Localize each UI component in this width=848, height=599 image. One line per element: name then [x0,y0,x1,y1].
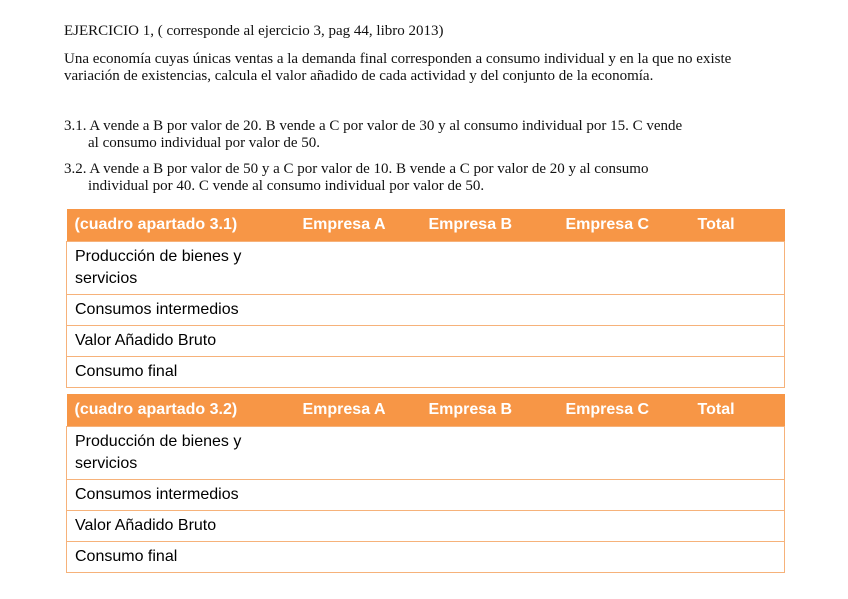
header-caption: (cuadro apartado 3.1) [67,209,295,242]
row-label: Producción de bienes y servicios [67,427,295,480]
header-empresa-c: Empresa C [558,209,690,242]
cell-empresa-c[interactable] [558,326,690,357]
cell-empresa-c[interactable] [558,357,690,388]
table-row [67,295,785,326]
table-row [67,242,785,295]
item-line: 3.2. A vende a B por valor de 50 y a C por valor de 10. B vende a C por valor de 20 y al consumo [64,161,649,177]
table-header-row [67,394,785,427]
cell-empresa-a[interactable] [295,357,421,388]
exercise-item-3-1 [64,118,779,152]
cell-empresa-c[interactable] [558,480,690,511]
cell-total[interactable] [690,295,785,326]
cell-empresa-c[interactable] [558,542,690,573]
cell-empresa-b[interactable] [421,326,558,357]
cell-empresa-a[interactable] [295,242,421,295]
cell-empresa-a[interactable] [295,295,421,326]
row-label: Consumos intermedios [67,480,295,511]
cell-empresa-b[interactable] [421,511,558,542]
item-line: individual por 40. C vende al consumo individual por valor de 50. [88,178,485,194]
cell-empresa-b[interactable] [421,295,558,326]
row-label: Consumos intermedios [67,295,295,326]
row-label: Valor Añadido Bruto [67,511,295,542]
cell-total[interactable] [690,542,785,573]
cell-total[interactable] [690,357,785,388]
cell-empresa-b[interactable] [421,242,558,295]
table-row [67,480,785,511]
cell-total[interactable] [690,326,785,357]
cell-empresa-b[interactable] [421,357,558,388]
cell-empresa-c[interactable] [558,427,690,480]
cell-empresa-a[interactable] [295,427,421,480]
header-total: Total [690,394,785,427]
cell-empresa-c[interactable] [558,511,690,542]
header-empresa-a: Empresa A [295,394,421,427]
cell-total[interactable] [690,480,785,511]
item-line: 3.1. A vende a B por valor de 20. B vende a C por valor de 30 y al consumo individual por 15. C vende [64,118,683,134]
cell-empresa-a[interactable] [295,542,421,573]
table-row [67,326,785,357]
header-total: Total [690,209,785,242]
cell-empresa-b[interactable] [421,427,558,480]
table-row [67,542,785,573]
cell-empresa-b[interactable] [421,542,558,573]
row-label: Producción de bienes y servicios [67,242,295,295]
cell-empresa-a[interactable] [295,511,421,542]
exercise-intro: Una economía cuyas únicas ventas a la demanda final corresponden a consumo individual y en la que no existe variación de existencias, calcula el valor añadido de cada actividad y del conjunto de la economía. [64,51,732,84]
header-caption: (cuadro apartado 3.2) [67,394,295,427]
header-empresa-a: Empresa A [295,209,421,242]
row-label: Consumo final [67,357,295,388]
exercise-title: EJERCICIO 1, ( corresponde al ejercicio 3, pag 44, libro 2013) [64,23,444,39]
header-empresa-b: Empresa B [421,209,558,242]
table-header-row [67,209,785,242]
table-row [67,427,785,480]
cell-empresa-b[interactable] [421,480,558,511]
row-label: Valor Añadido Bruto [67,326,295,357]
header-empresa-c: Empresa C [558,394,690,427]
cell-total[interactable] [690,427,785,480]
cell-empresa-a[interactable] [295,326,421,357]
cell-empresa-c[interactable] [558,242,690,295]
cell-total[interactable] [690,511,785,542]
cell-empresa-c[interactable] [558,295,690,326]
cell-total[interactable] [690,242,785,295]
exercise-item-3-2 [64,161,779,195]
cell-empresa-a[interactable] [295,480,421,511]
table-apartado-3-2 [66,394,784,573]
table-apartado-3-1 [66,209,784,388]
row-label: Consumo final [67,542,295,573]
item-line: al consumo individual por valor de 50. [88,135,321,151]
table-row [67,511,785,542]
table-row [67,357,785,388]
header-empresa-b: Empresa B [421,394,558,427]
